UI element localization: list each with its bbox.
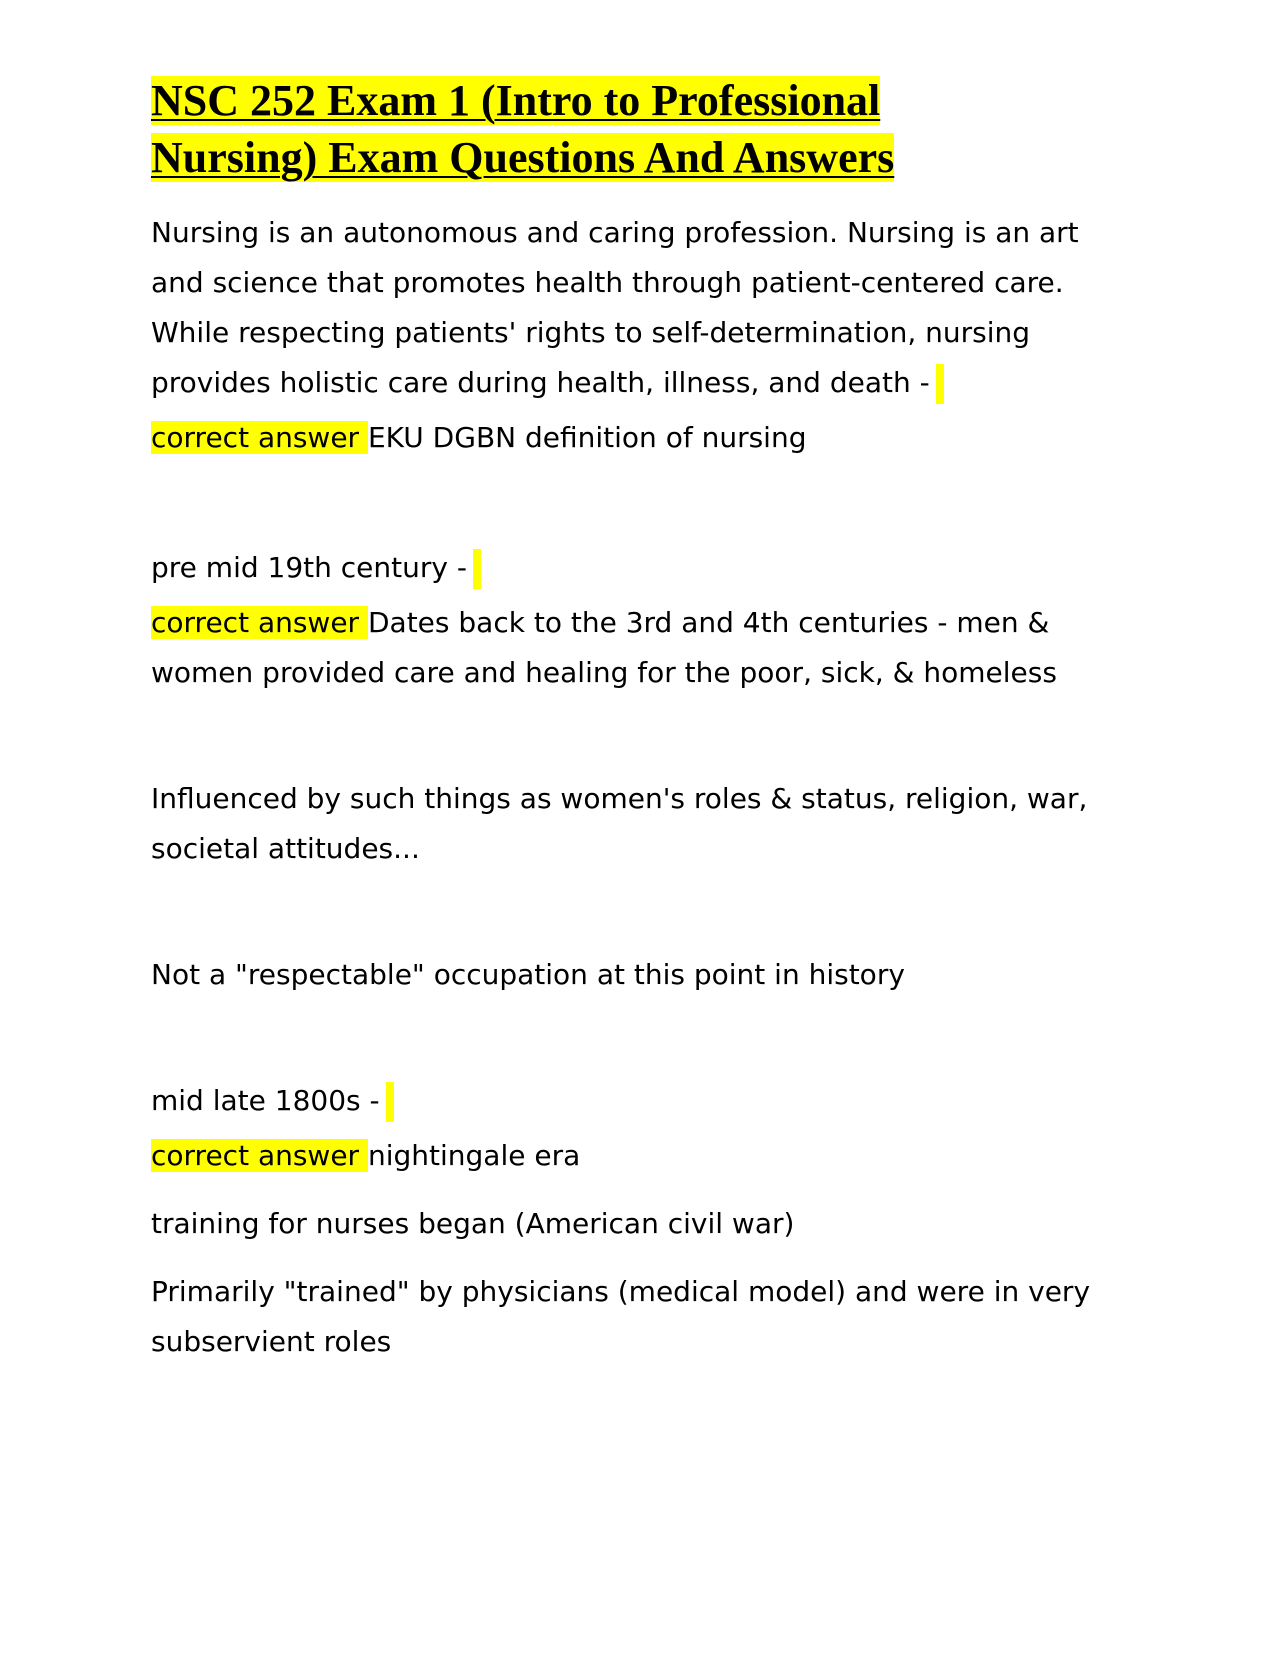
question-1: [151, 208, 1141, 408]
document-content: [151, 72, 1141, 1367]
highlight-marker: [386, 1082, 394, 1122]
answer-1: [151, 413, 1141, 463]
answer-3-text: nightingale era: [367, 1139, 581, 1172]
paragraph-training: [151, 1199, 1141, 1249]
answer-2: [151, 598, 1141, 698]
paragraph-training-line-1: training for nurses began (American civil war): [151, 1207, 795, 1240]
paragraph-influenced-line-1: Influenced by such things as women's roles & status, religion, war,: [151, 782, 1088, 815]
question-2-line-1: pre mid 19th century -: [151, 551, 467, 584]
paragraph-influenced: [151, 774, 1141, 874]
highlight-marker: [936, 364, 944, 404]
highlight-marker: [473, 549, 481, 589]
answer-1-text: EKU DGBN definition of nursing: [367, 421, 807, 454]
question-1-line-2: and science that promotes health through patient-centered care.: [151, 266, 1064, 299]
title-line-1: NSC 252 Exam 1 (Intro to Professional: [151, 76, 881, 125]
paragraph-primarily-line-1: Primarily "trained" by physicians (medical model) and were in very: [151, 1275, 1091, 1308]
paragraph-primarily-line-2: subservient roles: [151, 1325, 392, 1358]
question-1-line-1: Nursing is an autonomous and caring profession. Nursing is an art: [151, 216, 1079, 249]
paragraph-influenced-line-2: societal attitudes...: [151, 832, 420, 865]
question-2: [151, 543, 1141, 593]
question-1-line-3: While respecting patients' rights to self-determination, nursing: [151, 316, 1031, 349]
paragraph-respectable: [151, 950, 1141, 1000]
answer-label: correct answer: [151, 1139, 360, 1172]
title-line-2: Nursing) Exam Questions And Answers: [151, 133, 895, 182]
paragraph-respectable-line-1: Not a "respectable" occupation at this point in history: [151, 958, 905, 991]
question-3: [151, 1076, 1141, 1126]
document-title: [151, 72, 1141, 186]
answer-label: correct answer: [151, 421, 360, 454]
answer-label: correct answer: [151, 606, 360, 639]
paragraph-primarily: [151, 1267, 1141, 1367]
question-1-line-4: provides holistic care during health, illness, and death -: [151, 366, 930, 399]
answer-3: [151, 1131, 1141, 1181]
answer-2-line-2: women provided care and healing for the poor, sick, & homeless: [151, 656, 1057, 689]
question-3-line-1: mid late 1800s -: [151, 1084, 380, 1117]
answer-2-line-1: Dates back to the 3rd and 4th centuries - men &: [367, 606, 1050, 639]
